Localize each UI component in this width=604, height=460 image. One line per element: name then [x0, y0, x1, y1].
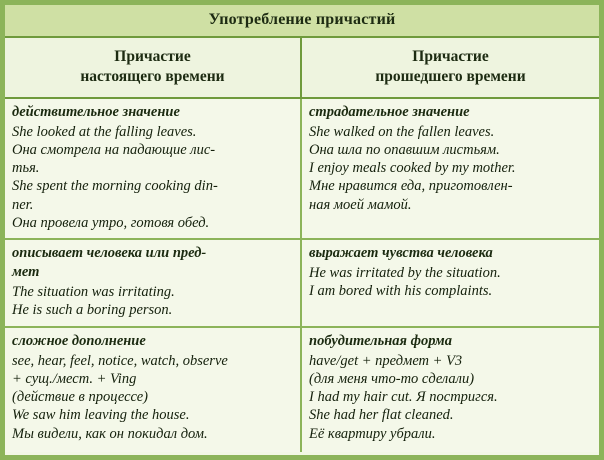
- cell-complex-object: [5, 328, 302, 452]
- example-line: Она смотрела на падающие лис-: [12, 141, 216, 158]
- example-line: I enjoy meals cooked by my mother.: [309, 160, 516, 177]
- example-line: ner.: [12, 196, 34, 213]
- cell-heading: побудительная форма: [309, 332, 452, 349]
- example-line: He was irritated by the situation.: [309, 265, 501, 282]
- example-line: (действие в процессе): [12, 389, 149, 406]
- cell-describes-person-or-thing: [5, 240, 302, 325]
- example-line: have/get + предмет + V3: [309, 352, 463, 369]
- table-row: [5, 99, 599, 241]
- cell-expresses-feelings: [302, 240, 599, 325]
- example-line: I had my hair cut. Я постригся.: [309, 389, 498, 406]
- example-line: He is such a boring person.: [12, 302, 173, 319]
- example-line: see, hear, feel, notice, watch, observe: [12, 352, 228, 369]
- table-title-row: [5, 5, 599, 38]
- column-header-present-line1: Причастие: [114, 48, 191, 65]
- example-line: Мне нравится еда, приготовлен-: [309, 178, 513, 195]
- cell-active-meaning: [5, 99, 302, 239]
- example-line: She had her flat cleaned.: [309, 407, 454, 424]
- column-header-past-line2: прошедшего времени: [375, 67, 526, 85]
- cell-heading: действительное значение: [12, 103, 180, 120]
- example-line: I am bored with his complaints.: [309, 283, 493, 300]
- cell-passive-meaning: [302, 99, 599, 239]
- table-row: [5, 328, 599, 452]
- table-header-row: [5, 38, 599, 99]
- cell-causative-form: [302, 328, 599, 452]
- column-header-present-line2: настоящего времени: [80, 67, 225, 85]
- example-line: (для меня что-то сделали): [309, 370, 475, 387]
- example-line: Её квартиру убрали.: [309, 425, 436, 442]
- column-header-past-line1: Причастие: [412, 48, 489, 65]
- column-header-past-participle: [302, 38, 599, 97]
- cell-heading: выражает чувства человека: [309, 245, 493, 262]
- example-line: Она провела утро, готовя обед.: [12, 214, 210, 231]
- column-header-present-participle: [5, 38, 302, 97]
- table-row: [5, 240, 599, 327]
- cell-heading: описывает человека или пред-: [12, 245, 207, 262]
- example-line: The situation was irritating.: [12, 284, 175, 301]
- example-line: тья.: [12, 160, 40, 177]
- cell-heading: страдательное значение: [309, 103, 470, 120]
- example-line: She looked at the falling leaves.: [12, 123, 197, 140]
- example-line: We saw him leaving the house.: [12, 407, 190, 424]
- cell-heading-cont: мет: [12, 264, 40, 281]
- table-body: [5, 99, 599, 455]
- page-title: Употребление причастий: [208, 11, 396, 28]
- example-line: Она шла по опавшим листьям.: [309, 141, 500, 158]
- example-line: + сущ./мест. + Ving: [12, 370, 137, 387]
- example-line: Мы видели, как он покидал дом.: [12, 425, 208, 442]
- example-line: ная моей мамой.: [309, 196, 412, 213]
- example-line: She walked on the fallen leaves.: [309, 123, 495, 140]
- cell-heading: сложное дополнение: [12, 332, 146, 349]
- example-line: She spent the morning cooking din-: [12, 178, 218, 195]
